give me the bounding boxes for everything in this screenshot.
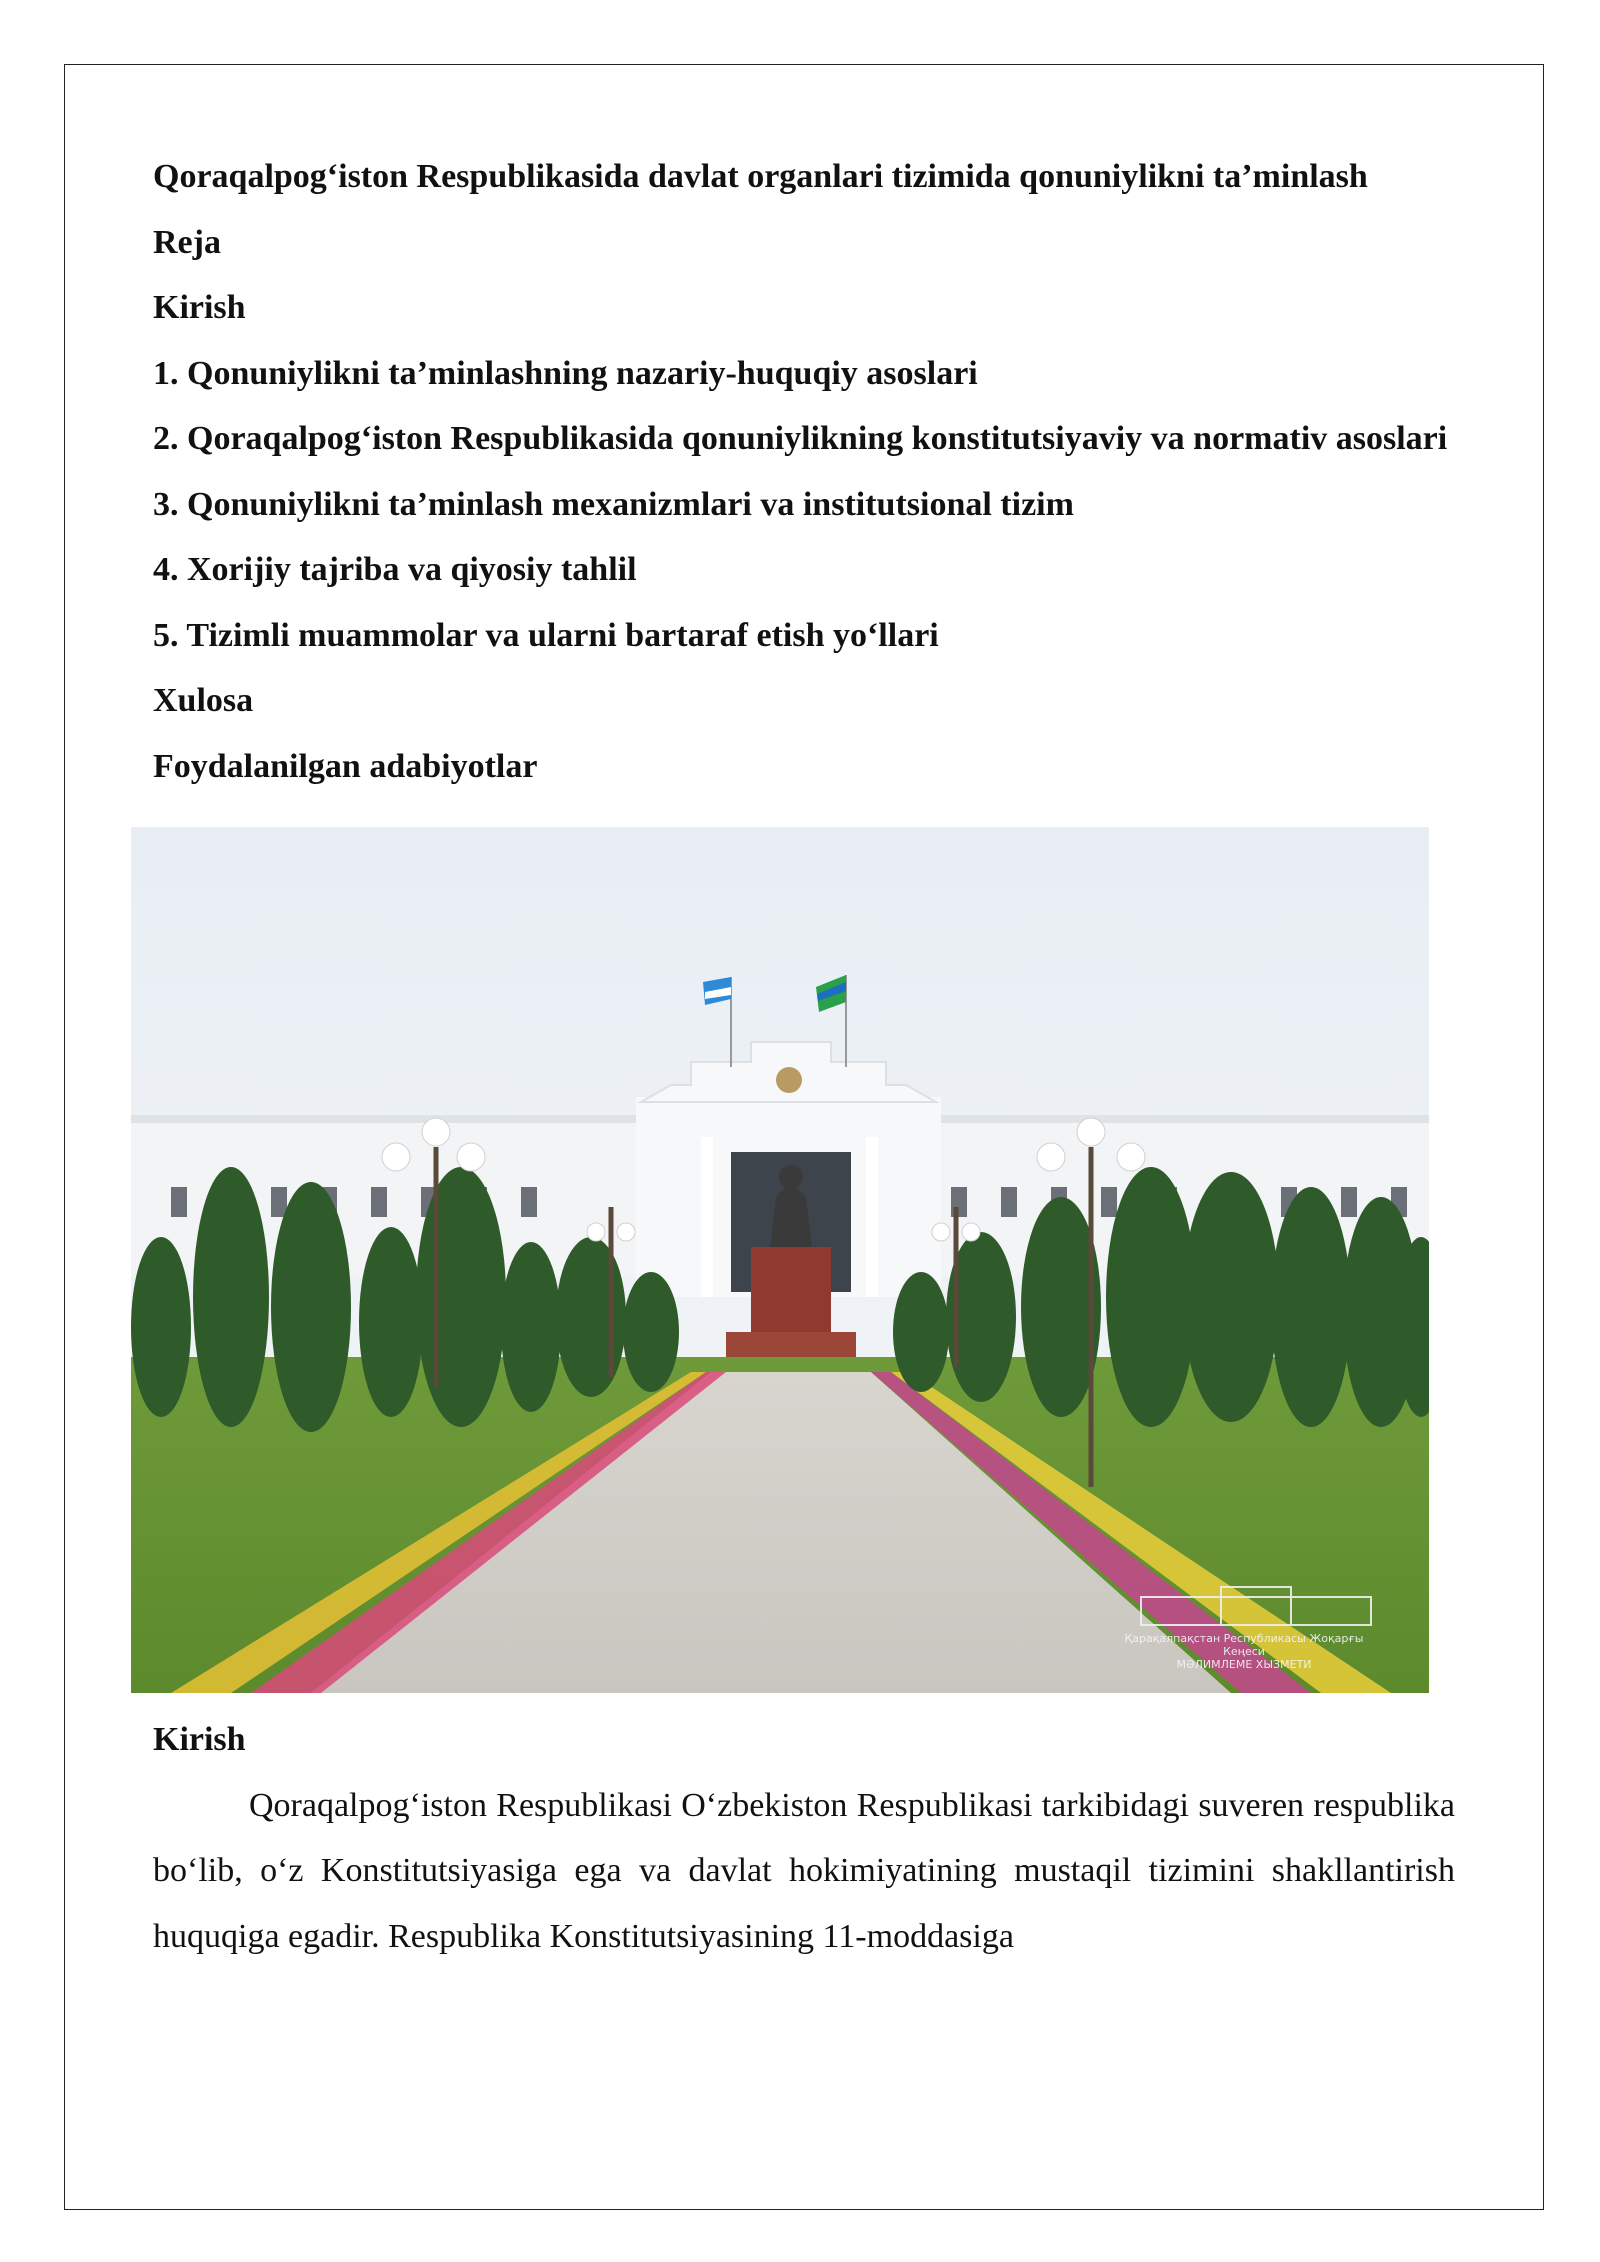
toc-item: 3. Qonuniylikni ta’minlash mexanizmlari va institutsional tizim bbox=[153, 485, 1074, 523]
toc-item: Xulosa bbox=[153, 682, 254, 719]
document-title: Qoraqalpog‘iston Respublikasida davlat organlari tizimida qonuniylikni ta’minlash bbox=[153, 158, 1368, 195]
document-body bbox=[153, 144, 1455, 1969]
toc-item: Foydalanilgan adabiyotlar bbox=[153, 747, 538, 785]
toc-item: Kirish bbox=[153, 289, 246, 326]
toc-item: 4. Xorijiy tajriba va qiyosiy tahlil bbox=[153, 551, 637, 588]
parliament-building-photo bbox=[131, 827, 1429, 1693]
toc-item: 1. Qonuniylikni ta’minlashning nazariy-huquqiy asoslari bbox=[153, 354, 978, 392]
watermark-line: Қарақалпақстан Республикасы Жоқарғы Кеңеси bbox=[1124, 1632, 1364, 1658]
intro-paragraph: Qoraqalpog‘iston Respublikasi O‘zbekiston Respublikasi tarkibidagi suveren respublika bo‘lib, o‘z Konstitutsiyasiga ega va davlat hokimiyatining mustaqil tizimini shakllantirish huquqiga egadir. Respublika Konstitutsiyasining 11-moddasiga bbox=[153, 1786, 1455, 1955]
table-of-contents bbox=[153, 275, 1455, 799]
toc-item: 2. Qoraqalpog‘iston Respublikasida qonuniylikning konstitutsiyaviy va normativ asoslari bbox=[153, 420, 1448, 457]
plan-heading: Reja bbox=[153, 223, 221, 261]
section-heading: Kirish bbox=[153, 1721, 246, 1758]
photo-watermark bbox=[1119, 1632, 1369, 1671]
watermark-line: МӘЛИМЛЕМЕ ХЫЗМЕТИ bbox=[1176, 1658, 1312, 1671]
toc-item: 5. Tizimli muammolar va ularni bartaraf etish yo‘llari bbox=[153, 616, 939, 654]
